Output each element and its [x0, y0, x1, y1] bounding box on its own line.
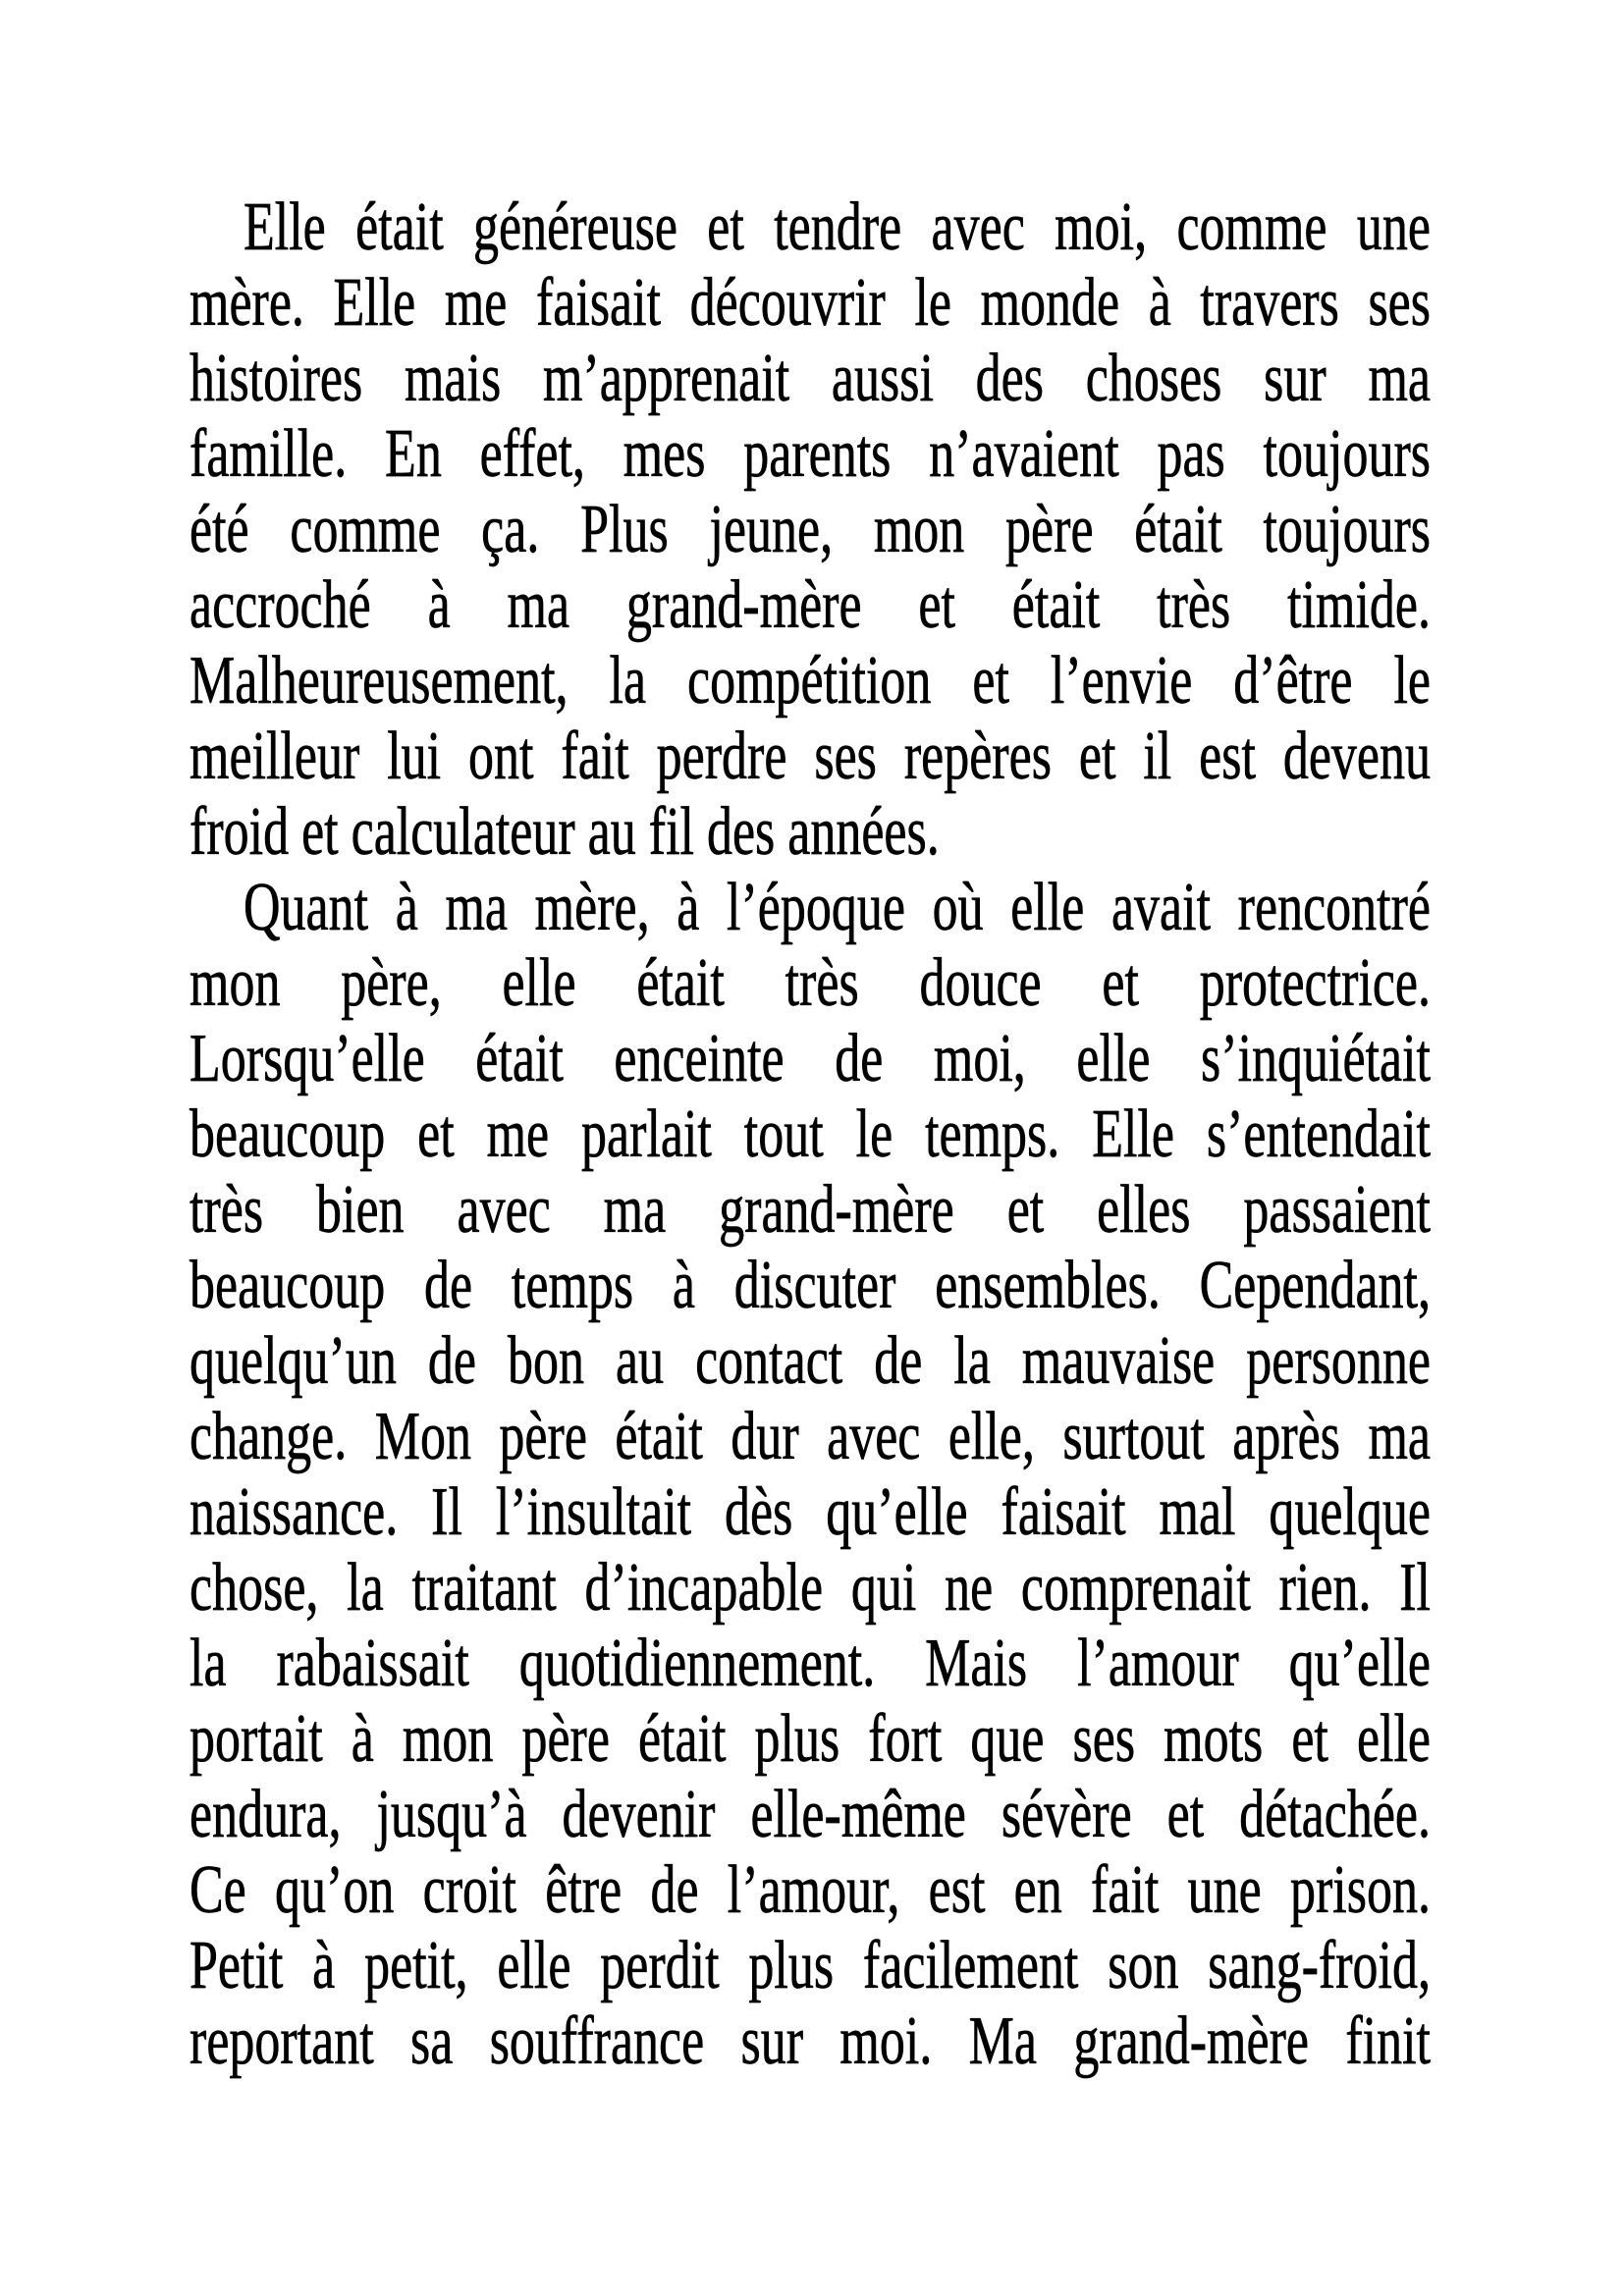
text-line: Malheureusement, la compétition et l’envie d’être le [189, 643, 1431, 719]
text-line: très bien avec ma grand-mère et elles passaient [189, 1172, 1431, 1248]
text-line: famille. En effet, mes parents n’avaient pas toujours [189, 416, 1431, 492]
text-line: meilleur lui ont fait perdre ses repères et il est devenu [189, 719, 1431, 794]
text-line: la rabaissait quotidiennement. Mais l’amour qu’elle [189, 1626, 1431, 1701]
text-line: change. Mon père était dur avec elle, surtout après ma [189, 1399, 1431, 1474]
text-line: naissance. Il l’insultait dès qu’elle faisait mal quelque [189, 1474, 1431, 1550]
text-line: Quant à ma mère, à l’époque où elle avait rencontré [244, 870, 1431, 945]
text-line: reportant sa souffrance sur moi. Ma grand-mère finit [189, 2003, 1431, 2079]
text-line: endura, jusqu’à devenir elle-même sévère et détachée. [189, 1777, 1431, 1852]
text-line: Ce qu’on croit être de l’amour, est en fait une prison. [189, 1852, 1431, 1928]
text-line: froid et calculateur au fil des années. [189, 794, 940, 870]
text-line: Lorsqu’elle était enceinte de moi, elle s’inquiétait [189, 1021, 1431, 1096]
text-line: quelqu’un de bon au contact de la mauvaise personne [189, 1323, 1431, 1399]
text-line: chose, la traitant d’incapable qui ne comprenait rien. Il [189, 1550, 1431, 1626]
paragraph-1 [189, 189, 1431, 870]
text-line: mon père, elle était très douce et protectrice. [189, 945, 1431, 1021]
text-line: été comme ça. Plus jeune, mon père était toujours [189, 492, 1431, 567]
paragraph-2 [189, 870, 1431, 2079]
text-line: accroché à ma grand-mère et était très timide. [189, 567, 1431, 643]
text-block [189, 189, 1431, 2079]
text-line: Elle était généreuse et tendre avec moi, comme une [244, 189, 1431, 265]
text-line: beaucoup et me parlait tout le temps. Elle s’entendait [189, 1096, 1431, 1172]
text-line: histoires mais m’apprenait aussi des choses sur ma [189, 341, 1431, 416]
text-line: mère. Elle me faisait découvrir le monde à travers ses [189, 265, 1431, 341]
text-line: Petit à petit, elle perdit plus facilement son sang-froid, [189, 1928, 1431, 2003]
text-line: portait à mon père était plus fort que ses mots et elle [189, 1701, 1431, 1777]
text-line: beaucoup de temps à discuter ensembles. Cependant, [189, 1248, 1431, 1323]
